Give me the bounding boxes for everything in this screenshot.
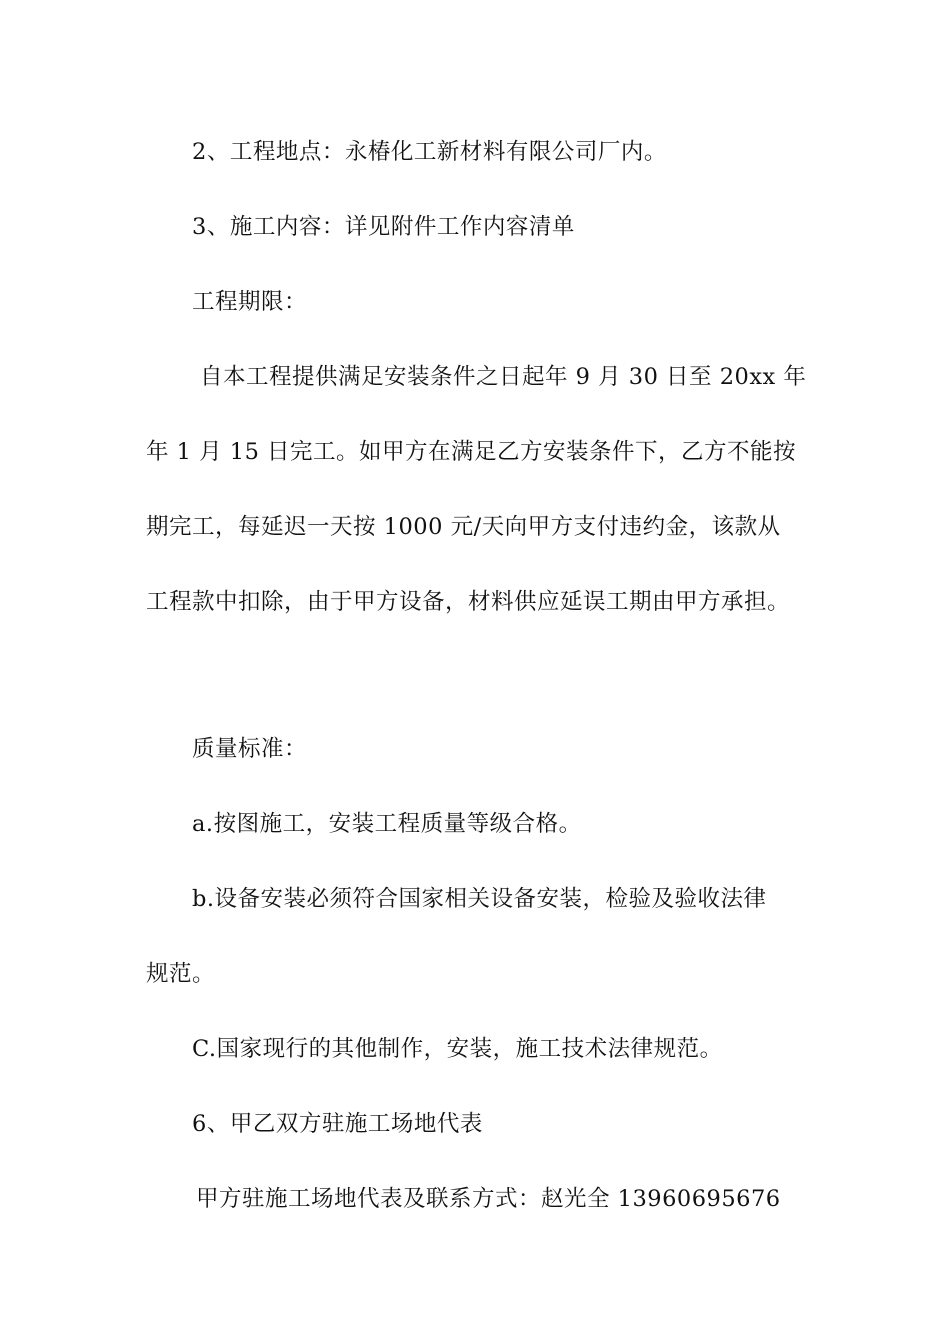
quality-item-b-line-1: b.设备安装必须符合国家相关设备安装，检验及验收法律 xyxy=(192,886,767,912)
period-paragraph-line-4: 工程款中扣除，由于甲方设备，材料供应延误工期由甲方承担。 xyxy=(146,589,791,615)
quality-item-a: a.按图施工，安装工程质量等级合格。 xyxy=(192,811,582,837)
item-3-construction-content: 3、施工内容：详见附件工作内容清单 xyxy=(192,214,575,240)
heading-quality-standard: 质量标准： xyxy=(192,736,308,762)
quality-item-b-line-2: 规范。 xyxy=(146,961,216,987)
item-2-project-location: 2、工程地点：永椿化工新材料有限公司厂内。 xyxy=(192,139,667,165)
heading-project-period: 工程期限： xyxy=(192,289,308,315)
quality-item-c: C.国家现行的其他制作，安装，施工技术法律规范。 xyxy=(192,1036,723,1062)
period-paragraph-line-3: 期完工，每延迟一天按 1000 元/天向甲方支付违约金，该款从 xyxy=(146,514,781,540)
period-paragraph-line-2: 年 1 月 15 日完工。如甲方在满足乙方安装条件下，乙方不能按 xyxy=(146,439,797,465)
party-a-representative-contact: 甲方驻施工场地代表及联系方式：赵光全 13960695676 xyxy=(196,1186,781,1212)
period-paragraph-line-1: 自本工程提供满足安装条件之日起年 9 月 30 日至 20xx 年 xyxy=(200,364,807,390)
item-6-site-representatives: 6、甲乙双方驻施工场地代表 xyxy=(192,1111,483,1137)
